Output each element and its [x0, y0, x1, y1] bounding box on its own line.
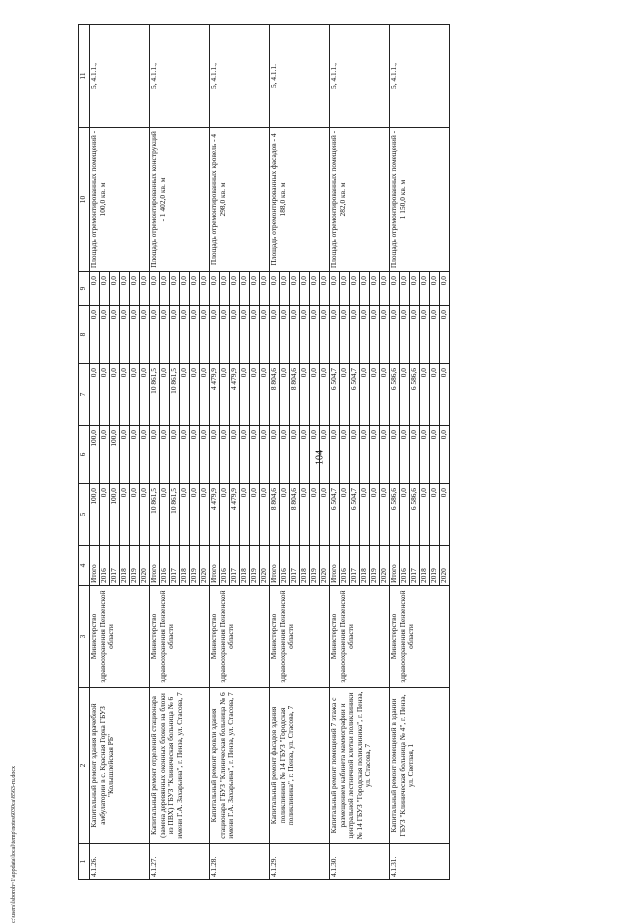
amount-cell: 6 504,7 [330, 364, 340, 426]
amount-cell: 0,0 [190, 272, 200, 306]
amount-cell: 6 586,6 [390, 364, 400, 426]
amount-cell: 0,0 [160, 306, 170, 364]
amount-cell: 0,0 [400, 426, 410, 484]
amount-cell: 0,0 [270, 306, 280, 364]
amount-cell: 0,0 [330, 306, 340, 364]
column-header-8: 8 [79, 306, 90, 364]
year-cell: 2017 [170, 546, 180, 586]
amount-cell: 8 804,6 [270, 484, 280, 546]
amount-cell: 0,0 [440, 426, 450, 484]
amount-cell: 0,0 [250, 306, 260, 364]
amount-cell: 0,0 [370, 272, 380, 306]
amount-cell: 10 861,5 [170, 364, 180, 426]
item-code: 4.1.27. [150, 844, 210, 880]
year-cell: Итого [390, 546, 400, 586]
result-indicator: Площадь отремонтированных помещений - 1 150,0 кв. м [390, 128, 450, 272]
amount-cell: 0,0 [100, 306, 110, 364]
amount-cell: 0,0 [380, 272, 390, 306]
amount-cell: 0,0 [250, 272, 260, 306]
amount-cell: 0,0 [440, 306, 450, 364]
amount-cell: 0,0 [380, 426, 390, 484]
amount-cell: 0,0 [410, 306, 420, 364]
table-row [270, 25, 280, 880]
result-indicator: Площадь отремонтированных помещений - 100,0 кв. м [90, 128, 150, 272]
amount-cell: 0,0 [200, 306, 210, 364]
page-number: 104 [314, 450, 326, 465]
year-cell: Итого [270, 546, 280, 586]
amount-cell: 4 479,9 [230, 364, 240, 426]
amount-cell: 0,0 [290, 306, 300, 364]
table-row [90, 25, 100, 880]
amount-cell: 0,0 [130, 484, 140, 546]
item-code: 4.1.26. [90, 844, 150, 880]
amount-cell: 0,0 [140, 426, 150, 484]
amount-cell: 0,0 [360, 426, 370, 484]
amount-cell: 0,0 [180, 364, 190, 426]
column-header-9: 9 [79, 272, 90, 306]
table-row [150, 25, 160, 880]
amount-cell: 0,0 [200, 272, 210, 306]
amount-cell: 4 479,9 [210, 364, 220, 426]
amount-cell: 0,0 [370, 306, 380, 364]
year-cell: 2018 [300, 546, 310, 586]
amount-cell: 0,0 [120, 364, 130, 426]
amount-cell: 0,0 [150, 426, 160, 484]
year-cell: 2019 [370, 546, 380, 586]
amount-cell: 4 479,9 [210, 484, 220, 546]
amount-cell: 0,0 [160, 484, 170, 546]
amount-cell: 0,0 [150, 272, 160, 306]
year-cell: 2019 [430, 546, 440, 586]
amount-cell: 0,0 [110, 306, 120, 364]
item-code: 4.1.30. [330, 844, 390, 880]
amount-cell: 0,0 [190, 484, 200, 546]
amount-cell: 0,0 [270, 426, 280, 484]
amount-cell: 0,0 [420, 426, 430, 484]
amount-cell: 0,0 [370, 484, 380, 546]
amount-cell: 0,0 [200, 364, 210, 426]
year-cell: 2016 [280, 546, 290, 586]
year-cell: 2017 [230, 546, 240, 586]
result-indicator: Площадь отремонтированных помещений - 282,0 кв. м [330, 128, 390, 272]
year-cell: 2020 [380, 546, 390, 586]
year-cell: 2019 [130, 546, 140, 586]
amount-cell: 0,0 [250, 484, 260, 546]
year-cell: Итого [90, 546, 100, 586]
amount-cell: 0,0 [130, 426, 140, 484]
item-code: 4.1.29. [270, 844, 330, 880]
amount-cell: 0,0 [200, 484, 210, 546]
reference-cell: 5, 4.1.1., [210, 25, 270, 128]
year-cell: Итого [330, 546, 340, 586]
amount-cell: 0,0 [380, 364, 390, 426]
responsible-ministry: Министерство здравоохранения Пензенской области [390, 586, 450, 688]
amount-cell: 0,0 [180, 484, 190, 546]
amount-cell: 0,0 [320, 272, 330, 306]
amount-cell: 0,0 [140, 272, 150, 306]
reference-cell: 5, 4.1.1., [390, 25, 450, 128]
amount-cell: 0,0 [360, 364, 370, 426]
amount-cell: 6 504,7 [350, 484, 360, 546]
amount-cell: 0,0 [310, 272, 320, 306]
amount-cell: 0,0 [400, 306, 410, 364]
amount-cell: 10 861,5 [150, 364, 160, 426]
reference-cell: 5, 4.1.1., [90, 25, 150, 128]
year-cell: 2020 [140, 546, 150, 586]
result-indicator: Площадь отремонтированных фасадов - 4 188,0 кв. м [270, 128, 330, 272]
amount-cell: 0,0 [100, 364, 110, 426]
responsible-ministry: Министерство здравоохранения Пензенской области [150, 586, 210, 688]
amount-cell: 0,0 [230, 306, 240, 364]
amount-cell: 0,0 [350, 306, 360, 364]
amount-cell: 0,0 [120, 306, 130, 364]
table-row [210, 25, 220, 880]
amount-cell: 0,0 [400, 364, 410, 426]
amount-cell: 0,0 [220, 306, 230, 364]
header-row [79, 25, 90, 880]
table-body [90, 25, 450, 880]
table-row [390, 25, 400, 880]
amount-cell: 0,0 [310, 306, 320, 364]
amount-cell: 0,0 [340, 364, 350, 426]
column-header-11: 11 [79, 25, 90, 128]
table-row [330, 25, 340, 880]
amount-cell: 0,0 [240, 484, 250, 546]
amount-cell: 0,0 [320, 306, 330, 364]
item-name: Капитальный ремонт здания врачебной амбулатории в с. Красная Горка ГБУЗ "Колышлейская РБ" [90, 688, 150, 844]
column-header-3: 3 [79, 586, 90, 688]
amount-cell: 0,0 [330, 272, 340, 306]
year-cell: 2017 [350, 546, 360, 586]
amount-cell: 0,0 [90, 306, 100, 364]
amount-cell: 0,0 [300, 272, 310, 306]
amount-cell: 6 586,6 [410, 364, 420, 426]
amount-cell: 0,0 [190, 364, 200, 426]
amount-cell: 0,0 [410, 426, 420, 484]
amount-cell: 0,0 [340, 426, 350, 484]
responsible-ministry: Министерство здравоохранения Пензенской области [270, 586, 330, 688]
year-cell: 2020 [260, 546, 270, 586]
amount-cell: 0,0 [240, 272, 250, 306]
column-header-10: 10 [79, 128, 90, 272]
amount-cell: 0,0 [240, 364, 250, 426]
year-cell: 2018 [120, 546, 130, 586]
amount-cell: 0,0 [350, 272, 360, 306]
year-cell: 2016 [400, 546, 410, 586]
item-name: Капитальный ремонт помещений в здании ГБУЗ "Клиническая больница № 4", г. Пенза, ул. Светлая, 1 [390, 688, 450, 844]
item-name: Капитальный ремонт помещений 7 этажа с размещением кабинета маммографии и центральной лестничной клетки поликлиники № 14 ГБУЗ "Городская поликлиника", г. Пенза, ул. Стасова, 7 [330, 688, 390, 844]
amount-cell: 0,0 [90, 272, 100, 306]
column-header-4: 4 [79, 546, 90, 586]
amount-cell: 0,0 [140, 306, 150, 364]
amount-cell: 8 804,6 [290, 484, 300, 546]
amount-cell: 0,0 [430, 484, 440, 546]
year-cell: 2017 [110, 546, 120, 586]
amount-cell: 0,0 [390, 306, 400, 364]
amount-cell: 0,0 [280, 426, 290, 484]
year-cell: 2018 [420, 546, 430, 586]
amount-cell: 0,0 [310, 484, 320, 546]
amount-cell: 0,0 [230, 272, 240, 306]
amount-cell: 0,0 [280, 364, 290, 426]
amount-cell: 0,0 [240, 306, 250, 364]
amount-cell: 0,0 [390, 426, 400, 484]
amount-cell: 0,0 [300, 364, 310, 426]
amount-cell: 0,0 [210, 272, 220, 306]
amount-cell: 0,0 [120, 484, 130, 546]
column-header-5: 5 [79, 484, 90, 546]
amount-cell: 0,0 [280, 484, 290, 546]
amount-cell: 0,0 [160, 272, 170, 306]
amount-cell: 100,0 [110, 484, 120, 546]
amount-cell: 0,0 [190, 426, 200, 484]
amount-cell: 100,0 [110, 426, 120, 484]
amount-cell: 0,0 [370, 426, 380, 484]
amount-cell: 0,0 [430, 426, 440, 484]
amount-cell: 0,0 [300, 306, 310, 364]
year-cell: 2016 [340, 546, 350, 586]
amount-cell: 0,0 [180, 426, 190, 484]
year-cell: 2020 [440, 546, 450, 586]
amount-cell: 0,0 [420, 364, 430, 426]
amount-cell: 6 504,7 [350, 364, 360, 426]
amount-cell: 0,0 [430, 306, 440, 364]
amount-cell: 0,0 [100, 426, 110, 484]
amount-cell: 0,0 [160, 426, 170, 484]
amount-cell: 0,0 [290, 272, 300, 306]
amount-cell: 100,0 [90, 484, 100, 546]
column-header-6: 6 [79, 426, 90, 484]
amount-cell: 0,0 [270, 272, 280, 306]
amount-cell: 10 861,5 [150, 484, 160, 546]
year-cell: 2016 [100, 546, 110, 586]
amount-cell: 0,0 [300, 426, 310, 484]
amount-cell: 0,0 [260, 484, 270, 546]
year-cell: 2019 [190, 546, 200, 586]
amount-cell: 0,0 [260, 306, 270, 364]
amount-cell: 0,0 [290, 426, 300, 484]
amount-cell: 8 804,6 [290, 364, 300, 426]
amount-cell: 0,0 [190, 306, 200, 364]
year-cell: Итого [150, 546, 160, 586]
amount-cell: 0,0 [250, 426, 260, 484]
amount-cell: 0,0 [420, 306, 430, 364]
amount-cell: 6 586,6 [390, 484, 400, 546]
amount-cell: 0,0 [350, 426, 360, 484]
amount-cell: 0,0 [250, 364, 260, 426]
column-header-2: 2 [79, 688, 90, 844]
amount-cell: 0,0 [200, 426, 210, 484]
year-cell: 2018 [180, 546, 190, 586]
amount-cell: 0,0 [90, 364, 100, 426]
amount-cell: 0,0 [420, 484, 430, 546]
amount-cell: 0,0 [170, 426, 180, 484]
amount-cell: 0,0 [140, 364, 150, 426]
item-code: 4.1.28. [210, 844, 270, 880]
amount-cell: 0,0 [210, 306, 220, 364]
reference-cell: 5, 4.1.1. [270, 25, 330, 128]
year-cell: 2017 [410, 546, 420, 586]
reference-cell: 5, 4.1.1., [330, 25, 390, 128]
amount-cell: 0,0 [310, 364, 320, 426]
item-code: 4.1.31. [390, 844, 450, 880]
column-header-1: 1 [79, 844, 90, 880]
year-cell: Итого [210, 546, 220, 586]
amount-cell: 0,0 [130, 272, 140, 306]
amount-cell: 0,0 [210, 426, 220, 484]
year-cell: 2016 [160, 546, 170, 586]
amount-cell: 0,0 [400, 272, 410, 306]
amount-cell: 0,0 [220, 364, 230, 426]
amount-cell: 0,0 [180, 272, 190, 306]
amount-cell: 4 479,9 [230, 484, 240, 546]
item-name: Капитальный ремонт отделений стационара (замена деревянных оконных блоков на блоки из ПВХ) ГБУЗ "Клиническая больница № 6 имени Г.А. Захарьина", г. Пенза, ул. Стасова, 7 [150, 688, 210, 844]
amount-cell: 0,0 [240, 426, 250, 484]
amount-cell: 0,0 [280, 306, 290, 364]
amount-cell: 0,0 [360, 306, 370, 364]
amount-cell: 0,0 [360, 272, 370, 306]
year-cell: 2020 [320, 546, 330, 586]
responsible-ministry: Министерство здравоохранения Пензенской области [330, 586, 390, 688]
year-cell: 2018 [240, 546, 250, 586]
amount-cell: 0,0 [110, 272, 120, 306]
amount-cell: 0,0 [380, 484, 390, 546]
result-indicator: Площадь отремонтированных конструкций - 1 402,0 кв. м [150, 128, 210, 272]
amount-cell: 0,0 [120, 426, 130, 484]
year-cell: 2016 [220, 546, 230, 586]
amount-cell: 0,0 [140, 484, 150, 546]
amount-cell: 0,0 [360, 484, 370, 546]
year-cell: 2020 [200, 546, 210, 586]
amount-cell: 0,0 [170, 272, 180, 306]
year-cell: 2017 [290, 546, 300, 586]
amount-cell: 0,0 [110, 364, 120, 426]
amount-cell: 0,0 [320, 364, 330, 426]
amount-cell: 0,0 [260, 426, 270, 484]
amount-cell: 100,0 [90, 426, 100, 484]
result-indicator: Площадь отремонтированных кровель - 4 298,0 кв. м [210, 128, 270, 272]
amount-cell: 0,0 [440, 364, 450, 426]
amount-cell: 0,0 [370, 364, 380, 426]
amount-cell: 0,0 [100, 484, 110, 546]
item-name: Капитальный ремонт фасадов здания поликлиники № 14 ГБУЗ "Городская поликлиника", г. Пенза, ул. Стасова, 7 [270, 688, 330, 844]
footer-file-path: c:\users\lsboroh~1\appdata\local\temp\notes6030ca\8563-ru.docx [11, 765, 17, 923]
amount-cell: 0,0 [440, 272, 450, 306]
amount-cell: 0,0 [430, 364, 440, 426]
amount-cell: 0,0 [440, 484, 450, 546]
amount-cell: 0,0 [130, 364, 140, 426]
year-cell: 2019 [250, 546, 260, 586]
amount-cell: 0,0 [410, 272, 420, 306]
year-cell: 2018 [360, 546, 370, 586]
amount-cell: 0,0 [390, 272, 400, 306]
amount-cell: 0,0 [160, 364, 170, 426]
amount-cell: 0,0 [280, 272, 290, 306]
amount-cell: 0,0 [300, 484, 310, 546]
amount-cell: 0,0 [180, 306, 190, 364]
amount-cell: 0,0 [220, 426, 230, 484]
amount-cell: 10 861,5 [170, 484, 180, 546]
rotated-page [78, 25, 560, 880]
amount-cell: 0,0 [340, 272, 350, 306]
amount-cell: 0,0 [330, 426, 340, 484]
amount-cell: 0,0 [260, 364, 270, 426]
responsible-ministry: Министерство здравоохранения Пензенской области [90, 586, 150, 688]
amount-cell: 0,0 [430, 272, 440, 306]
amount-cell: 6 586,6 [410, 484, 420, 546]
amount-cell: 0,0 [230, 426, 240, 484]
amount-cell: 0,0 [220, 272, 230, 306]
amount-cell: 0,0 [260, 272, 270, 306]
amount-cell: 0,0 [150, 306, 160, 364]
amount-cell: 0,0 [100, 272, 110, 306]
amount-cell: 0,0 [170, 306, 180, 364]
column-header-7: 7 [79, 364, 90, 426]
amount-cell: 0,0 [320, 484, 330, 546]
amount-cell: 0,0 [380, 306, 390, 364]
amount-cell: 8 804,6 [270, 364, 280, 426]
program-table [78, 24, 450, 880]
amount-cell: 6 504,7 [330, 484, 340, 546]
amount-cell: 0,0 [310, 426, 320, 484]
responsible-ministry: Министерство здравоохранения Пензенской области [210, 586, 270, 688]
amount-cell: 0,0 [340, 484, 350, 546]
amount-cell: 0,0 [120, 272, 130, 306]
year-cell: 2019 [310, 546, 320, 586]
amount-cell: 0,0 [320, 426, 330, 484]
reference-cell: 5, 4.1.1., [150, 25, 210, 128]
amount-cell: 0,0 [130, 306, 140, 364]
amount-cell: 0,0 [420, 272, 430, 306]
amount-cell: 0,0 [400, 484, 410, 546]
amount-cell: 0,0 [220, 484, 230, 546]
amount-cell: 0,0 [340, 306, 350, 364]
item-name: Капитальный ремонт кровли здания стационара ГБУЗ "Клиническая больница № 6 имени Г.А. Захарьина", г. Пенза, ул. Стасова, 7 [210, 688, 270, 844]
